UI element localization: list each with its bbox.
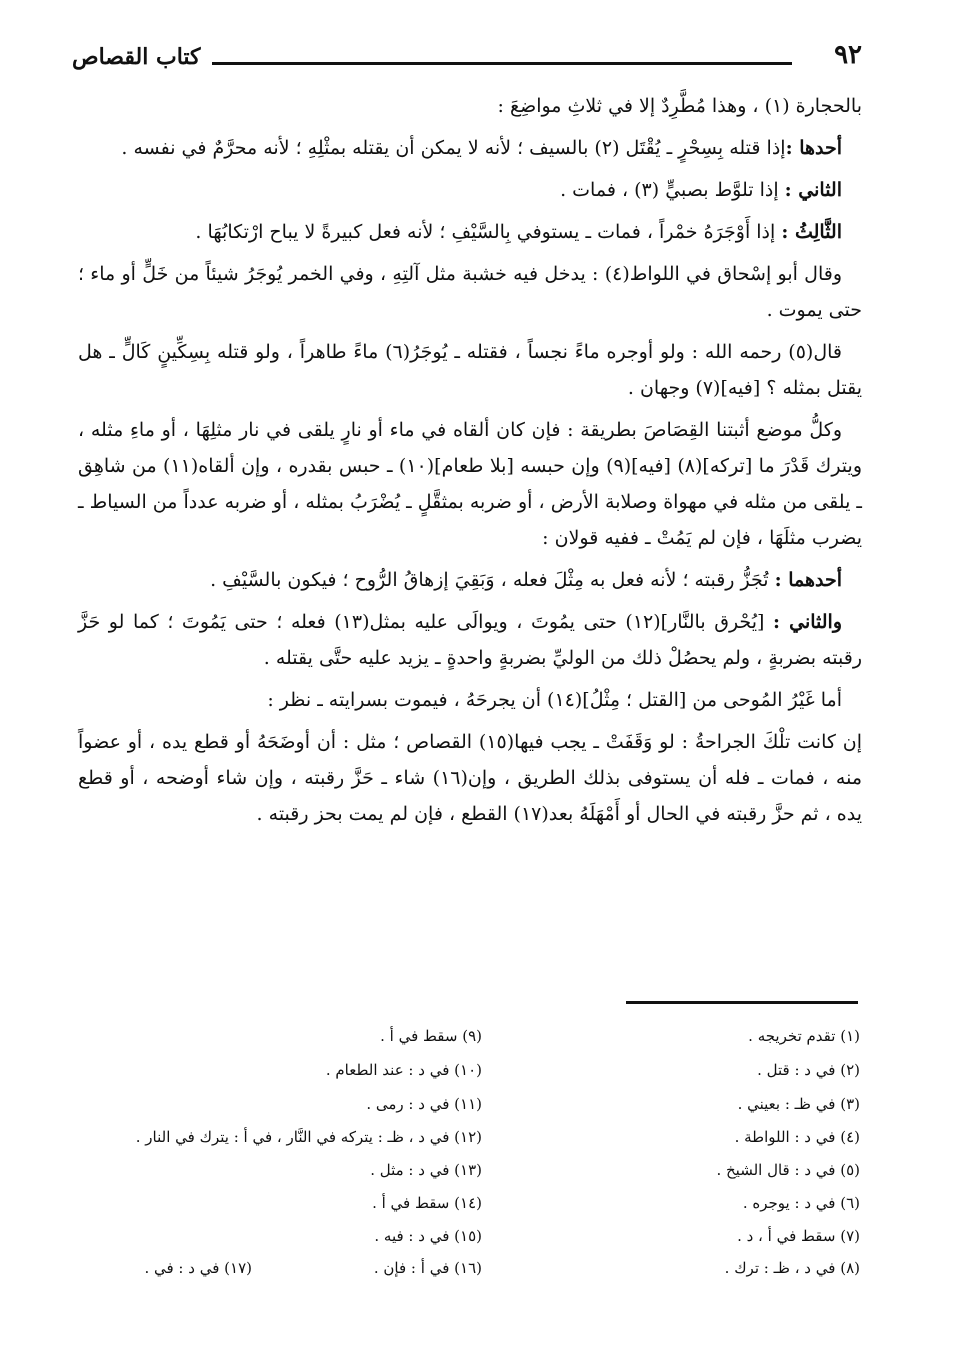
paragraph-lead: الثاني : <box>784 179 842 201</box>
footnote-7: (٧) سقط في أ ، د . <box>737 1227 860 1245</box>
footnote-4: (٤) في د : اللواطة . <box>734 1128 860 1146</box>
book-title: كتاب القصاص <box>72 44 201 70</box>
footnote-rule <box>626 1001 858 1004</box>
page-header <box>72 40 862 80</box>
footnote-9: (٩) سقط في أ . <box>380 1027 482 1045</box>
paragraph-lead: أحدهما : <box>774 569 842 591</box>
footnote-11: (١١) في د : رمى . <box>366 1095 482 1113</box>
paragraph-third-case: الثَّالِثُ : إذا أَوْجَرَهُ خمْراً ، فمات ـ يستوفي بِالسَّيْفِ ؛ لأنه فعل كبيرةً لا يباح ارْتكابُهَا . <box>195 221 842 243</box>
paragraph-lead: أحدها : <box>785 137 842 159</box>
footnote-1: (١) تقدم تخريجه . <box>748 1027 860 1045</box>
paragraph-lead: والثاني : <box>772 611 842 633</box>
footnote-5: (٥) في د : قال الشيخ . <box>716 1161 860 1179</box>
paragraph-first-case: أحدها :إذا قتله بِسِحْرٍ ـ يُقْتَل (٢) بالسيف ؛ لأنه لا يمكن أن يقتله بمثْلِهِ ؛ لأنه محرَّمٌ في نفسه . <box>121 137 842 159</box>
footnote-14: (١٤) سقط في أ . <box>372 1194 482 1212</box>
footnote-8: (٨) في د ، ظـ : ترك . <box>724 1259 860 1277</box>
footnote-6: (٦) في د : يوجره . <box>742 1194 860 1212</box>
paragraph-second-saying: والثاني : [يُحْرق بالنَّار](١٢) حتى يمُوتَ ، ويوالَى عليه بمثل(١٣) فعله ؛ حتى يَمُوتَ ؛ كما لو حَزَّ رقبته بضربةٍ ، ولم يحصُلْ ذلك من الوليِّ بضربةٍ واحدةٍ ـ يزيد عليه حتَّى يقتله . <box>78 611 862 669</box>
footnote-13: (١٣) في د : مثل . <box>370 1161 482 1179</box>
header-rule <box>212 62 792 65</box>
footnote-17: (١٧) في د : في . <box>144 1259 252 1277</box>
paragraph-every-place: وكلُّ موضع أثبتنا القِصَاصَ بطريقة : فإن كان ألقاه في ماء أو نارٍ يلقى في نار مثلِهَا ، أو ماءِ مثله ، ويترك قَدْرَ ما [تركه](٨) [فيه](٩) وإن حبسه [بلا طعام](١٠) ـ حبس بقدره ، وإن ألقاه(١١) من شاهِق ـ يلقى من مثله في مهواة وصلابة الأرض ، أو ضربه بمثقَّلٍ ـ يُضْرَبُ بمثله ، أو ضربه عدداً من السياط ـ يضرب مثلَهَا ، فإن لم يَمُتْ ـ ففيه قولان : <box>78 419 862 549</box>
paragraph-lead: الثَّالِثُ : <box>781 221 842 243</box>
page-number: ٩٢ <box>834 40 862 70</box>
footnote-3: (٣) في ظـ : بعيني . <box>737 1095 860 1113</box>
paragraph-non-fatal: أما غَيْرُ المُوحى من [القتل ؛ مِثْلُ](١٤) أن يجرحَهُ ، فيموت بسرايته ـ نظر : <box>267 689 842 711</box>
paragraph-qala: قال(٥) رحمه الله : ولو أوجره ماءً نجساً ، فقتله ـ يُوجَرُ(٦) ماءً طاهراً ، ولو قتله بِسِكِّينٍ كَالٍّ ـ هل يقتل بمثله ؟ [فيه](٧) وجهان . <box>78 341 862 399</box>
footnote-10: (١٠) في د : عند الطعام . <box>325 1061 482 1079</box>
footnote-15: (١٥) في د : فيه . <box>374 1227 482 1245</box>
footnote-12: (١٢) في د ، ظـ : يتركه في النَّار ، في أ : يترك في النار . <box>135 1128 482 1146</box>
footnote-2: (٢) في د : قتل . <box>757 1061 860 1079</box>
main-text <box>78 88 862 838</box>
paragraph-first-saying: أحدهما : تُجَزُّ رقبته ؛ لأنه فعل به مِثْلَ فعله ، وَبَقِيَ إزهاقُ الرُّوح ؛ فيكون بالسَّيْفِ . <box>210 569 842 591</box>
paragraph-abu-ishaq: وقال أبو إسْحاق في اللواط(٤) : يدخل فيه خشبة مثل آلتِهِ ، وفي الخمر يُوجَرُ شيئاً من خَلٍّ أو ماء ؛ حتى يموت . <box>78 263 862 321</box>
paragraph-intro: بالحجارة (١) ، وهذا مُطَّرِدٌ إلا في ثلاثِ مواضِعَ : <box>497 95 862 117</box>
paragraph-second-case: الثاني : إذا تلوَّط بصبيٍّ (٣) ، فمات . <box>560 179 842 201</box>
paragraph-wound: إن كانت تلْكَ الجراحةُ : لو وَقَفَتْ ـ يجب فيها(١٥) القصاص ؛ مثل : أن أوضَحَهُ أو قطع يده ، أو عضواً منه ، فمات ـ فله أن يستوفى بذلك الطريق ، وإن(١٦) شاء ـ حَزَّ رقبته ، وإن شاء أوضحه ، أو قطع يده ، ثم حزَّ رقبته في الحال أو أَمْهَلَهُ بعد(١٧) القطع ، فإن لم يمت بحز رقبته . <box>78 731 862 825</box>
footnote-16: (١٦) في أ : فإن . <box>373 1259 482 1277</box>
